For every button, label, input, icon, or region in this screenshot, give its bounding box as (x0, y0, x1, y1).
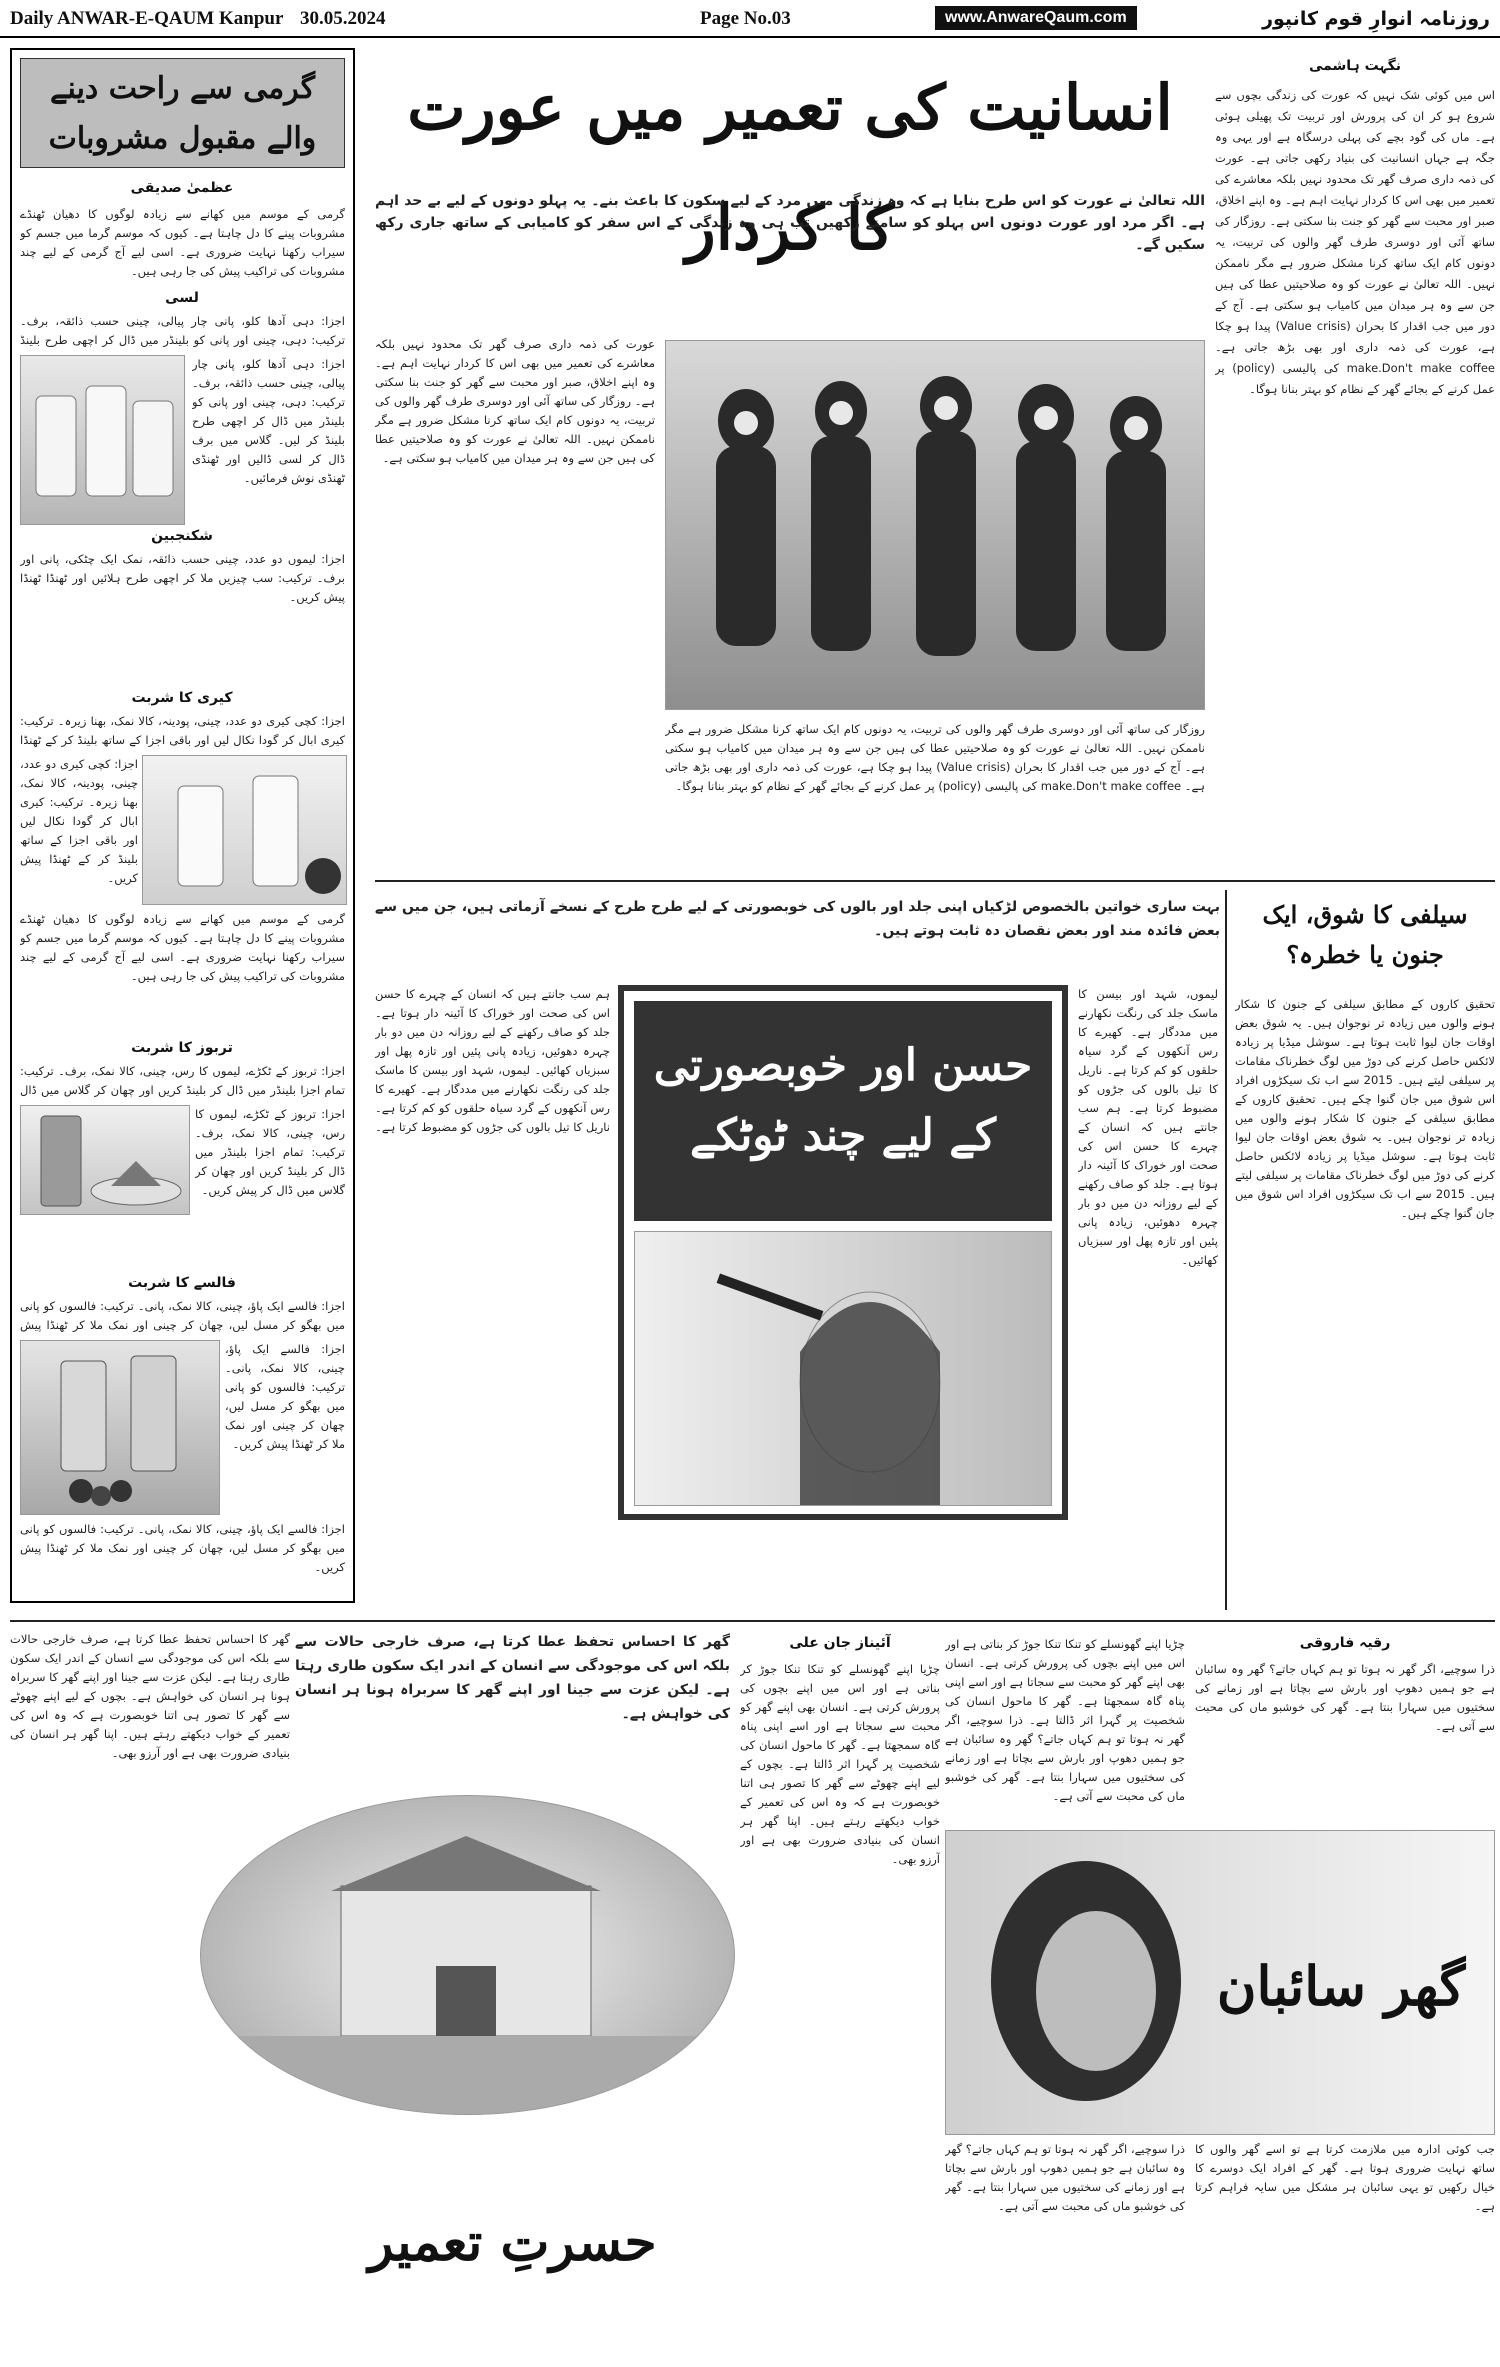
masthead-bar (0, 0, 1500, 38)
watermelon-photo (20, 1105, 190, 1215)
beauty-body-left (375, 985, 610, 1620)
mango-photo (142, 755, 347, 905)
main-body-bottom (665, 720, 1205, 870)
issue-date: 30.05.2024 (300, 8, 386, 29)
main-lead: اللہ تعالیٰ نے عورت کو اس طرح بنایا ہے کہ وہ زندگی میں مرد کے لیے سکون کا باعث بنے۔ یہ پہلو دونوں کے لیے بے حد اہم ہے۔ اگر مرد اور عورت دونوں اس پہلو کو سامنے رکھیں تب ہی وہ زندگی کے اس سفر کو کامیابی کے ساتھ جاری رکھ سکیں گے۔ (375, 193, 1205, 253)
phalsa-note: اجزا: فالسے ایک پاؤ، چینی، کالا نمک، پانی۔ ترکیب: فالسوں کو پانی میں بھگو کر مسل لیں، چھان کر چینی اور نمک ملا کر ٹھنڈا پیش کریں۔ (20, 1522, 345, 1574)
mirror-body-right-p2: ذرا سوچیے، اگر گھر نہ ہوتا تو ہم کہاں جاتے؟ گھر وہ سائبان ہے جو ہمیں دھوپ اور بارش سے بچاتا ہے اور زمانے کی سختیوں میں سہارا بنتا ہے۔ گھر کی خوشبو ماں کی محبت سے آتی ہے۔ (945, 1713, 1185, 1803)
shikanjbeen-title: شکنجبین (151, 528, 213, 544)
lassi-photo (20, 355, 185, 525)
ghar-body-bottom-left: ذرا سوچیے، اگر گھر نہ ہوتا تو ہم کہاں جاتے؟ گھر وہ سائبان ہے جو ہمیں دھوپ اور بارش سے بچاتا ہے اور زمانے کی سختیوں میں سہارا بنتا ہے۔ گھر کی خوشبو ماں کی محبت سے آتی ہے۔ (945, 2142, 1185, 2213)
house-photo (200, 1795, 735, 2115)
main-body-right-p2: عورت کی ذمہ داری صرف گھر تک محدود نہیں بلکہ معاشرے کی تعمیر میں بھی اس کا کردار نہایت اہم ہے۔ وہ اپنے اخلاق، صبر اور محبت سے گھر کو جنت بنا سکتی ہے۔ (1215, 151, 1495, 228)
mirror-author: آئیناز جان علی (789, 1635, 891, 1651)
mirror-body-left-p1: چڑیا اپنے گھونسلے کو تنکا تنکا جوڑ کر بناتی ہے اور اس میں اپنے بچوں کی پرورش کرتی ہے۔ انسان بھی اپنے گھر کو محبت سے سجاتا ہے اور اسے اپنی پناہ گاہ سمجھتا ہے۔ گھر کا ماحول انسان کی شخصیت پر گہرا اثر ڈالتا ہے۔ (740, 1662, 940, 1771)
phalsa-title: فالسے کا شربت (128, 1275, 236, 1291)
mango-extra: گرمی کے موسم میں کھانے سے زیادہ لوگوں کا دھیان ٹھنڈے مشروبات پینے کا دل چاہتا ہے۔ کیوں کہ موسم گرما میں جسم کو سیراب رکھنا نہایت ضروری ہے۔ اسی لیے آج گرمی کے لیے چند مشروبات کی تراکیب پیش کی جا رہی ہیں۔ (20, 912, 345, 983)
watermelon-steps: اجزا: تربوز کے ٹکڑے، لیموں کا رس، چینی، کالا نمک، برف۔ ترکیب: تمام اجزا بلینڈر میں ڈال کر بلینڈ کریں اور چھان کر گلاس میں ڈال کر پیش کریں۔ (195, 1107, 345, 1197)
mirror-body-right-p1: چڑیا اپنے گھونسلے کو تنکا تنکا جوڑ کر بناتی ہے اور اس میں اپنے بچوں کی پرورش کرتی ہے۔ انسان بھی اپنے گھر کو محبت سے سجاتا ہے اور اسے اپنی پناہ گاہ سمجھتا ہے۔ گھر کا ماحول انسان کی شخصیت پر گہرا اثر ڈالتا ہے۔ (945, 1637, 1185, 1727)
drinks-author: عظمیٰ صدیقی (130, 180, 234, 196)
mango-text: اجزا: کچی کیری دو عدد، چینی، پودینہ، کالا نمک، بھنا زیرہ۔ ترکیب: کیری ابال کر گودا نکال لیں اور باقی اجزا کے ساتھ بلینڈ کر کے ٹھنڈا (20, 714, 345, 747)
ghar-photo (945, 1830, 1495, 2135)
ghar-body-bottom: جب کوئی ادارہ میں ملازمت کرتا ہے تو اسے گھر والوں کا ساتھ نہایت ضروری ہوتا ہے۔ گھر کے افراد ایک دوسرے کا خیال رکھیں تو یہی سائبان ہر مشکل میں سایہ فراہم کرتا ہے۔ (1195, 2142, 1495, 2213)
selfie-title: سیلفی کا شوق، ایک جنون یا خطرہ؟ (1262, 900, 1468, 969)
phalsa-steps: اجزا: فالسے ایک پاؤ، چینی، کالا نمک، پانی۔ ترکیب: فالسوں کو پانی میں بھگو کر مسل لیں، چھان کر چینی اور نمک ملا کر ٹھنڈا پیش کریں۔ (225, 1342, 345, 1451)
lassi-text: اجزا: دہی آدھا کلو، پانی چار پیالی، چینی حسب ذائقہ، برف۔ ترکیب: دہی، چینی اور پانی کو بلینڈر میں ڈال کر اچھی طرح بلینڈ (20, 314, 345, 347)
poetry-title-box (295, 2130, 730, 2355)
main-author: نگہت ہاشمی (1308, 58, 1402, 74)
ghar-author: رقیہ فاروقی (1299, 1635, 1391, 1651)
beauty-title: حسن اور خوبصورتی کے لیے چند ٹوٹکے (634, 1001, 1052, 1221)
beauty-body-right-p2: ہم سب جانتے ہیں کہ انسان کے چہرے کا حسن اس کی صحت اور خوراک کا آئینہ دار ہوتا ہے۔ جلد کو صاف رکھنے کے لیے روزانہ دن میں دو بار چہرہ دھوئیں، زیادہ پانی پئیں اور تازہ پھل اور سبزیاں کھائیں۔ (1078, 1101, 1218, 1267)
selfie-body (1235, 995, 1495, 1615)
mirror-body-left-p2: بچوں کے لیے اپنے چھوٹے سے گھر کا تصور ہی اتنا خوبصورت ہے کہ وہ اس کی تعمیر کے خواب دیکھتے رہتے ہیں۔ اپنا گھر ہر انسان کی بنیادی ضرورت بھی ہے اور آرزو بھی۔ (740, 1757, 940, 1866)
poetry-body-left-p1: گھر کا احساس تحفظ عطا کرتا ہے، صرف خارجی حالات سے بلکہ اس کی موجودگی سے انسان کے اندر ایک سکون طاری رہتا ہے۔ لیکن عزت سے جینا اور اپنے گھر کا سربراہ ہونا ہر انسان کی خواہش ہے۔ (10, 1632, 290, 1703)
divider-selfie (1225, 890, 1227, 1610)
mirror-body-left (740, 1660, 940, 2355)
main-body-left (375, 335, 655, 865)
watermelon-title: تربوز کا شربت (131, 1040, 233, 1056)
main-photo (665, 340, 1205, 710)
beauty-box (618, 985, 1068, 1520)
masthead-urdu: روزنامہ انوارِ قوم کانپور (1262, 8, 1490, 30)
main-body-left-p1: عورت کی ذمہ داری صرف گھر تک محدود نہیں بلکہ معاشرے کی تعمیر میں بھی اس کا کردار نہایت اہم ہے۔ وہ اپنے اخلاق، صبر اور محبت سے گھر کو جنت بنا سکتی ہے۔ (375, 337, 655, 408)
poetry-lead: گھر کا احساس تحفظ عطا کرتا ہے، صرف خارجی حالات سے بلکہ اس کی موجودگی سے انسان کے اندر ایک سکون طاری رہتا ہے۔ لیکن عزت سے جینا اور اپنے گھر کا سربراہ ہونا ہر انسان کی خواہش ہے۔ (295, 1634, 730, 1722)
ghar-body-top: ذرا سوچیے، اگر گھر نہ ہوتا تو ہم کہاں جاتے؟ گھر وہ سائبان ہے جو ہمیں دھوپ اور بارش سے بچاتا ہے اور زمانے کی سختیوں میں سہارا بنتا ہے۔ گھر کی خوشبو ماں کی محبت سے آتی ہے۔ (1195, 1662, 1495, 1733)
beauty-body-left-p2: لیموں، شہد اور بیسن کا ماسک جلد کی رنگت نکھارنے میں مددگار ہے۔ کھیرے کا رس آنکھوں کے گرد سیاہ حلقوں کو کم کرتا ہے۔ ناریل کا تیل بالوں کی جڑوں کو مضبوط کرتا ہے۔ (375, 1063, 610, 1134)
poetry-title: حسرتِ تعمیر (368, 2212, 657, 2273)
mango-title: کیری کا شربت (131, 690, 233, 706)
watermelon-text: اجزا: تربوز کے ٹکڑے، لیموں کا رس، چینی، کالا نمک، برف۔ ترکیب: تمام اجزا بلینڈر میں ڈال کر بلینڈ کریں اور چھان کر گلاس میں ڈال (20, 1064, 345, 1097)
poetry-body-left-p2: بچوں کے لیے اپنے چھوٹے سے گھر کا تصور ہی اتنا خوبصورت ہے کہ وہ اس کی تعمیر کے خواب دیکھتے رہتے ہیں۔ اپنا گھر ہر انسان کی بنیادی ضرورت بھی ہے اور آرزو بھی۔ (10, 1689, 290, 1760)
paper-name: Daily ANWAR-E-QAUM Kanpur (10, 8, 284, 29)
beauty-body-right-p1: لیموں، شہد اور بیسن کا ماسک جلد کی رنگت نکھارنے میں مددگار ہے۔ کھیرے کا رس آنکھوں کے گرد سیاہ حلقوں کو کم کرتا ہے۔ ناریل کا تیل بالوں کی جڑوں کو مضبوط کرتا ہے۔ (1078, 987, 1218, 1115)
drinks-title: گرمی سے راحت دینے والے مقبول مشروبات (20, 58, 345, 168)
phalsa-text: اجزا: فالسے ایک پاؤ، چینی، کالا نمک، پانی۔ ترکیب: فالسوں کو پانی میں بھگو کر مسل لیں، چھان کر چینی اور نمک ملا کر ٹھنڈا پیش (20, 1299, 345, 1332)
shikanjbeen-text: اجزا: لیموں دو عدد، چینی حسب ذائقہ، نمک ایک چٹکی، پانی اور برف۔ ترکیب: سب چیزیں ملا کر اچھی طرح ہلائیں اور ٹھنڈا ٹھنڈا پیش کریں۔ (20, 552, 345, 604)
divider-main (375, 880, 1495, 882)
phalsa-photo (20, 1340, 220, 1515)
beauty-intro: بہت ساری خواتین بالخصوص لڑکیاں اپنی جلد اور بالوں کی خوبصورتی کے لیے طرح طرح کے نسخے آزماتی ہیں، جن میں سے بعض فائدہ مند اور بعض نقصان دہ ثابت ہوتے ہیں۔ (375, 899, 1220, 939)
page-number: Page No.03 (700, 8, 791, 29)
drinks-intro: گرمی کے موسم میں کھانے سے زیادہ لوگوں کا دھیان ٹھنڈے مشروبات پینے کا دل چاہتا ہے۔ کیوں کہ موسم گرما میں جسم کو سیراب رکھنا نہایت ضروری ہے۔ اسی لیے آج گرمی کے لیے چند مشروبات کی تراکیب پیش کی جا رہی ہیں۔ (20, 207, 345, 278)
website-link[interactable]: www.AnwareQaum.com (935, 6, 1137, 30)
mango-steps: اجزا: کچی کیری دو عدد، چینی، پودینہ، کالا نمک، بھنا زیرہ۔ ترکیب: کیری ابال کر گودا نکال لیں اور باقی اجزا کے ساتھ بلینڈ کر کے ٹھنڈا پیش کریں۔ (20, 757, 138, 885)
main-body-left-p2: روزگار کی ساتھ آئی اور دوسری طرف گھر والوں کی تربیت، یہ دونوں کام ایک ساتھ کرنا مشکل ضرور ہے مگر ناممکن نہیں۔ اللہ تعالیٰ نے عورت کو وہ صلاحیتیں عطا کی ہیں جن سے وہ ہر میدان میں کامیاب ہو سکتی ہے۔ (375, 394, 655, 465)
main-body-right-p1: اس میں کوئی شک نہیں کہ عورت کی زندگی بچوں سے شروع ہو کر ان کی پرورش اور تربیت تک پھیلی ہوئی ہے۔ ماں کی گود بچے کی پہلی درسگاہ ہے اور یہی وہ جگہ ہے جہاں انسانیت کی بنیاد رکھی جاتی ہے۔ (1215, 88, 1495, 165)
beauty-body-left-p1: ہم سب جانتے ہیں کہ انسان کے چہرے کا حسن اس کی صحت اور خوراک کا آئینہ دار ہوتا ہے۔ جلد کو صاف رکھنے کے لیے روزانہ دن میں دو بار چہرہ دھوئیں، زیادہ پانی پئیں اور تازہ پھل اور سبزیاں کھائیں۔ (375, 987, 610, 1077)
divider-bottom (10, 1620, 1495, 1622)
ghar-title: گھر سائبان (1216, 1954, 1466, 2018)
drinks-section (10, 48, 355, 1603)
lassi-title: لسی (165, 290, 199, 306)
main-body-right-p3: روزگار کی ساتھ آئی اور دوسری طرف گھر والوں کی تربیت، یہ دونوں کام ایک ساتھ کرنا مشکل ضرور ہے مگر ناممکن نہیں۔ اللہ تعالیٰ نے عورت کو وہ صلاحیتیں عطا کی ہیں جن سے وہ ہر میدان میں کامیاب ہو سکتی ہے۔ (1215, 214, 1495, 312)
beauty-photo (634, 1231, 1052, 1506)
main-headline: انسانیت کی تعمیر میں عورت کا کردار (407, 71, 1173, 264)
main-body-bottom-p2: آج کے دور میں جب اقدار کا بحران (Value crisis) پیدا ہو چکا ہے، عورت کی ذمہ داری اور بھی بڑھ جاتی ہے۔ make.Don't make coffee کی پالیسی (policy) پر عمل کرنے کے بجائے گھر کے نظام کو بہتر بنانا ہوگا۔ (665, 760, 1205, 793)
main-body-bottom-p1: روزگار کی ساتھ آئی اور دوسری طرف گھر والوں کی تربیت، یہ دونوں کام ایک ساتھ کرنا مشکل ضرور ہے مگر ناممکن نہیں۔ اللہ تعالیٰ نے عورت کو وہ صلاحیتیں عطا کی ہیں جن سے وہ ہر میدان میں کامیاب ہو سکتی ہے۔ (665, 722, 1205, 774)
selfie-body-p1: تحقیق کاروں کے مطابق سیلفی کے جنون کا شکار ہونے والوں میں زیادہ تر نوجوان ہیں۔ یہ شوق بعض اوقات جان لیوا ثابت ہوتا ہے۔ سوشل میڈیا پر زیادہ لائکس حاصل کرنے کی دوڑ میں لوگ خطرناک مقامات پر سیلفی لیتے ہیں۔ 2015 سے اب تک سیکڑوں افراد اس شوق میں جان گنوا چکے ہیں۔ (1235, 997, 1495, 1106)
selfie-body-p2: تحقیق کاروں کے مطابق سیلفی کے جنون کا شکار ہونے والوں میں زیادہ تر نوجوان ہیں۔ یہ شوق بعض اوقات جان لیوا ثابت ہوتا ہے۔ سوشل میڈیا پر زیادہ لائکس حاصل کرنے کی دوڑ میں لوگ خطرناک مقامات پر سیلفی لیتے ہیں۔ 2015 سے اب تک سیکڑوں افراد اس شوق میں جان گنوا چکے ہیں۔ (1235, 1092, 1495, 1220)
beauty-body-right (1078, 985, 1218, 1620)
main-body-right-p4: آج کے دور میں جب اقدار کا بحران (Value crisis) پیدا ہو چکا ہے، عورت کی ذمہ داری اور بھی بڑھ جاتی ہے۔ make.Don't make coffee کی پالیسی (policy) پر عمل کرنے کے بجائے گھر کے نظام کو بہتر بنانا ہوگا۔ (1215, 298, 1495, 396)
lassi-steps: اجزا: دہی آدھا کلو، پانی چار پیالی، چینی حسب ذائقہ، برف۔ ترکیب: دہی، چینی اور پانی کو بلینڈر میں ڈال کر اچھی طرح بلینڈ کر لیں۔ گلاس میں برف ڈال کر لسی ڈالیں اور ٹھنڈی ٹھنڈی نوش فرمائیں۔ (192, 357, 345, 485)
